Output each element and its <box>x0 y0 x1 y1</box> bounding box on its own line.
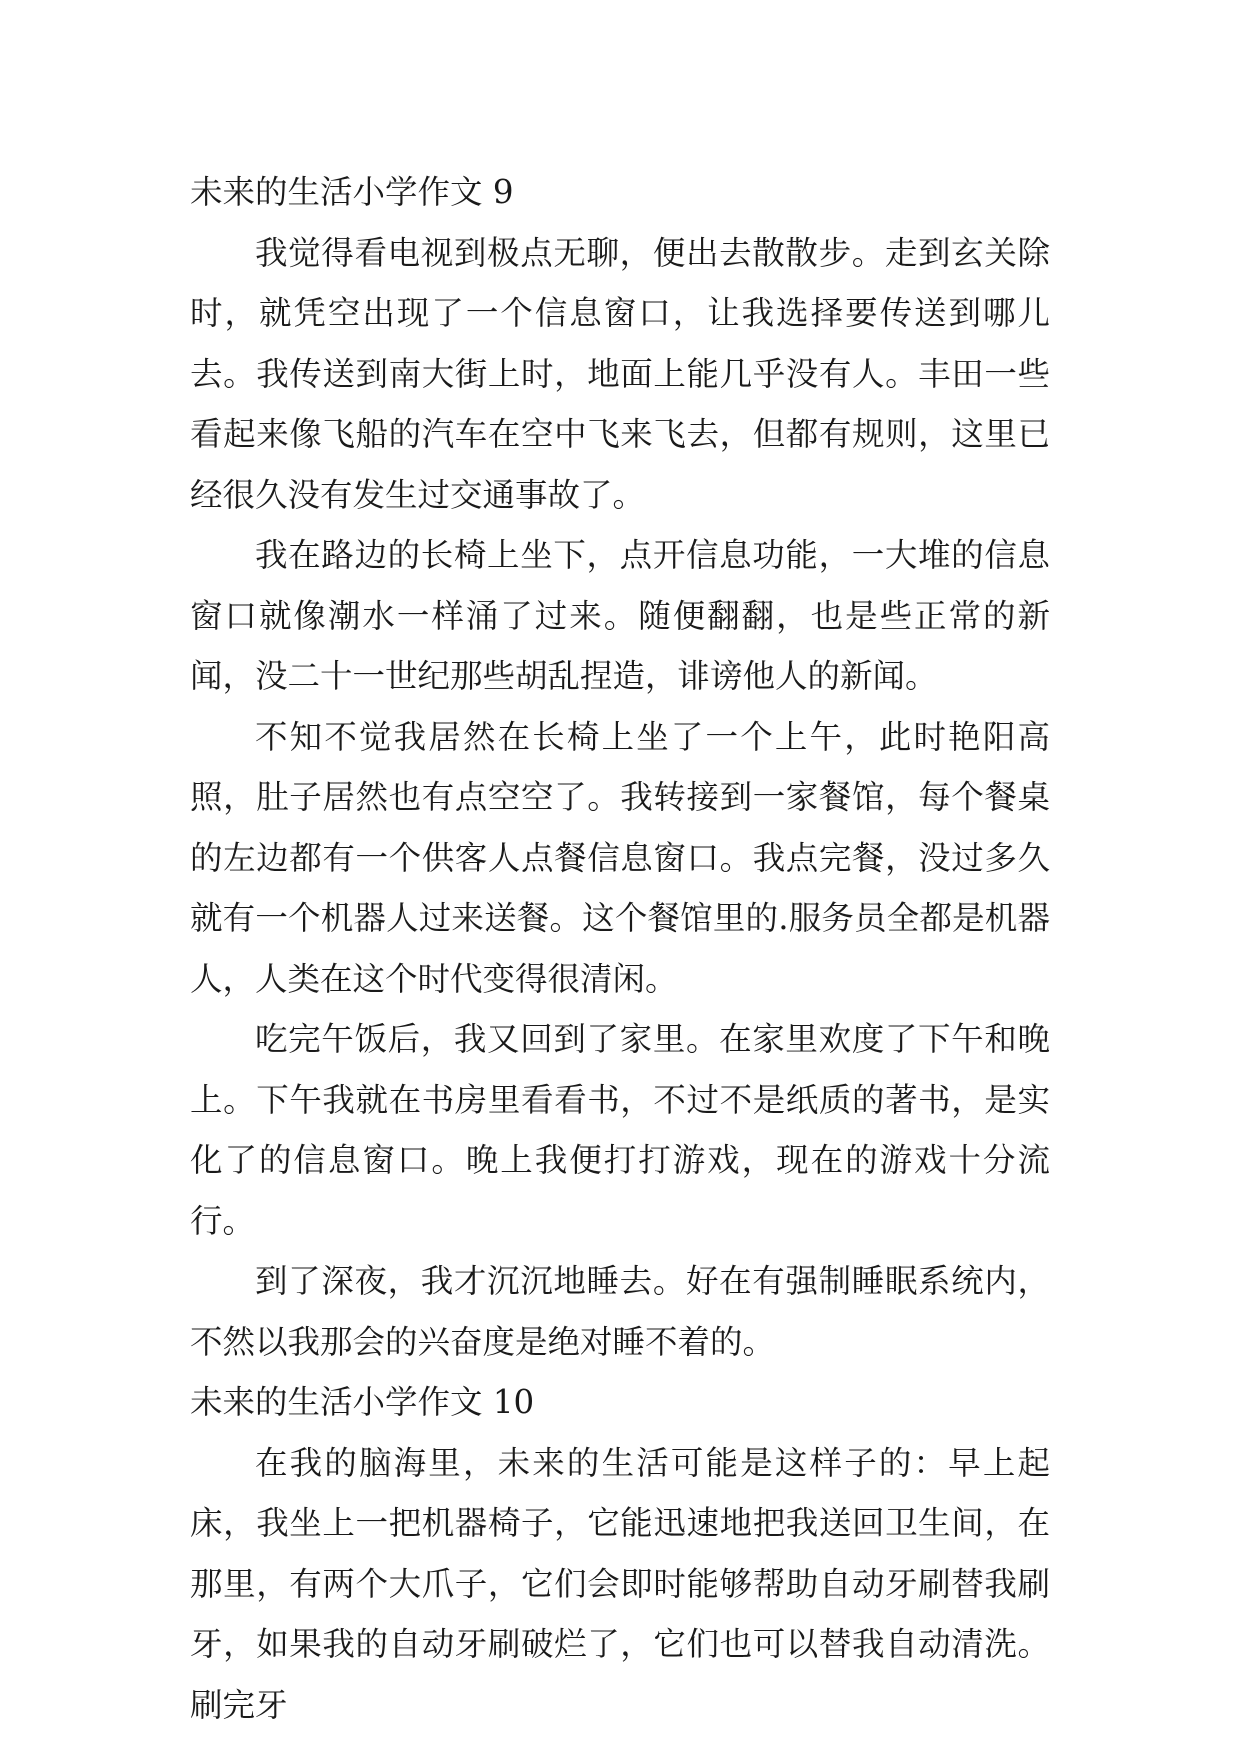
paragraph: 我在路边的长椅上坐下，点开信息功能，一大堆的信息窗口就像潮水一样涌了过来。随便翻翻，也是些正常的新闻，没二十一世纪那些胡乱捏造，诽谤他人的新闻。 <box>190 536 1050 695</box>
paragraph: 到了深夜，我才沉沉地睡去。好在有强制睡眠系统内，不然以我那会的兴奋度是绝对睡不着的。 <box>190 1262 1050 1361</box>
paragraph: 吃完午饭后，我又回到了家里。在家里欢度了下午和晚上。下午我就在书房里看看书，不过不是纸质的著书，是实化了的信息窗口。晚上我便打打游戏，现在的游戏十分流行。 <box>190 1020 1050 1240</box>
paragraph: 不知不觉我居然在长椅上坐了一个上午，此时艳阳高照，肚子居然也有点空空了。我转接到一家餐馆，每个餐桌的左边都有一个供客人点餐信息窗口。我点完餐，没过多久就有一个机器人过来送餐。这个餐馆里的.服务员全都是机器人，人类在这个时代变得很清闲。 <box>190 717 1050 998</box>
section-title: 未来的生活小学作文 9 <box>190 173 514 211</box>
section-title: 未来的生活小学作文 10 <box>190 1383 535 1421</box>
paragraph: 在我的脑海里，未来的生活可能是这样子的：早上起床，我坐上一把机器椅子，它能迅速地把我送回卫生间，在那里，有两个大爪子，它们会即时能够帮助自动牙刷替我刷牙，如果我的自动牙刷破烂了，它们也可以替我自动清洗。刷完牙 <box>190 1443 1050 1724</box>
document-body <box>190 162 1050 1735</box>
paragraph: 我觉得看电视到极点无聊，便出去散散步。走到玄关除时，就凭空出现了一个信息窗口，让我选择要传送到哪儿去。我传送到南大街上时，地面上能几乎没有人。丰田一些看起来像飞船的汽车在空中飞来飞去，但都有规则，这里已经很久没有发生过交通事故了。 <box>190 233 1050 514</box>
